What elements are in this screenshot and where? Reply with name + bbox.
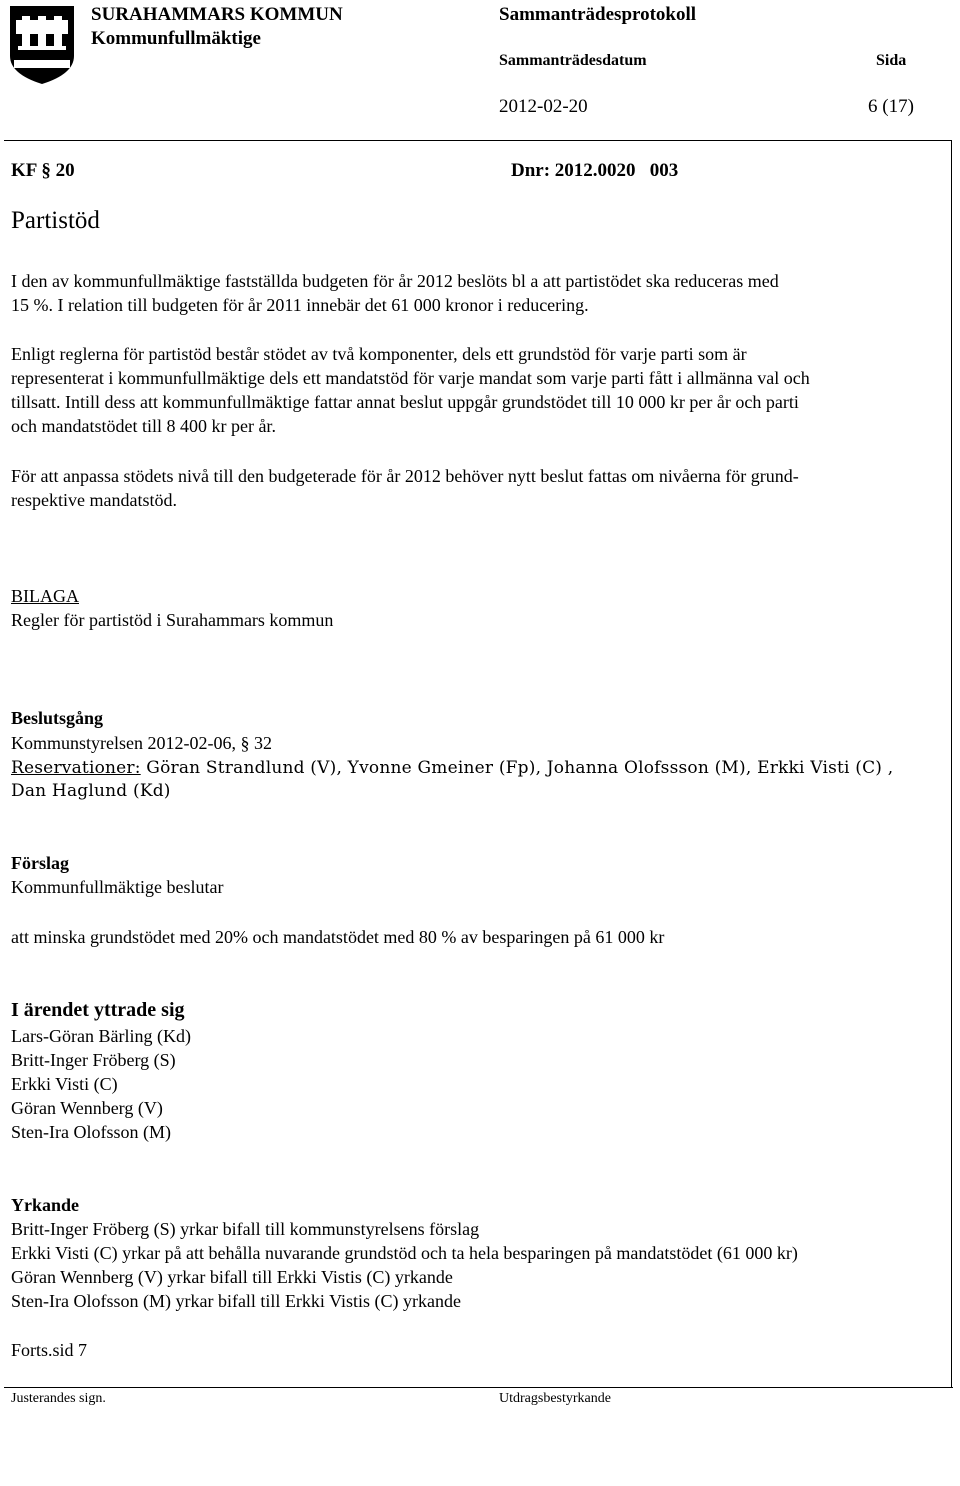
decision-process-heading: Beslutsgång xyxy=(11,708,104,728)
speakers-heading: I ärendet yttrade sig xyxy=(11,999,185,1021)
meeting-date-label: Sammanträdesdatum xyxy=(499,52,647,69)
page-label: Sida xyxy=(876,52,907,69)
speaker-name: Erkki Visti (C) xyxy=(11,1074,118,1094)
paragraph-line: respektive mandatstöd. xyxy=(11,490,177,510)
paragraph-line: representerat i kommunfullmäktige dels ett mandatstöd för varje mandat som varje parti fått i allmänna val och xyxy=(11,368,810,388)
reservations-names: Göran Strandlund (V), Yvonne Gmeiner (Fp), Johanna Olofssson (M), Erkki Visti (C) , xyxy=(140,758,894,778)
motion-line: Erkki Visti (C) yrkar på att behålla nuvarande grundstöd och ta hela besparingen på mandatstödet (61 000 kr) xyxy=(11,1243,798,1263)
proposal-decision: att minska grundstödet med 20% och mandatstödet med 80 % av besparingen på 61 000 kr xyxy=(11,927,665,947)
case-title: Partistöd xyxy=(11,207,100,234)
case-number: KF § 20 xyxy=(11,160,75,181)
decision-process-line: Kommunstyrelsen 2012-02-06, § 32 xyxy=(11,733,272,753)
proposal-line: Kommunfullmäktige beslutar xyxy=(11,877,224,897)
footer-divider xyxy=(4,1387,953,1388)
organization-name: SURAHAMMARS KOMMUN xyxy=(91,4,343,25)
paragraph-line: I den av kommunfullmäktige fastställda budgeten för år 2012 beslöts bl a att partistödet ska reduceras med xyxy=(11,271,779,291)
coat-of-arms-logo xyxy=(8,4,76,86)
motion-line: Göran Wennberg (V) yrkar bifall till Erkki Vistis (C) yrkande xyxy=(11,1267,453,1287)
motions-list xyxy=(11,1217,946,1313)
governing-body: Kommunfullmäktige xyxy=(91,28,261,49)
reservations-line xyxy=(11,755,893,780)
paragraph-line: För att anpassa stödets nivå till den budgeterade för år 2012 behöver nytt beslut fattas om nivåerna för grund- xyxy=(11,466,799,486)
footer-adjuster-signature: Justerandes sign. xyxy=(11,1391,106,1406)
page-number: 6 (17) xyxy=(868,96,914,117)
registration-number: Dnr: 2012.0020 003 xyxy=(511,160,679,181)
continued-note: Forts.sid 7 xyxy=(11,1340,88,1360)
motions-heading: Yrkande xyxy=(11,1195,80,1215)
speaker-name: Sten-Ira Olofsson (M) xyxy=(11,1122,171,1142)
reservations-label: Reservationer: xyxy=(11,758,141,778)
paragraph-line: tillsatt. Intill dess att kommunfullmäktige fattar annat beslut uppgår grundstödet till 10 000 kr per år och parti xyxy=(11,392,799,412)
paragraph-rules xyxy=(11,342,946,438)
paragraph-budget xyxy=(11,269,946,317)
proposal-heading: Förslag xyxy=(11,853,69,873)
speaker-name: Göran Wennberg (V) xyxy=(11,1098,163,1118)
attachment-title: Regler för partistöd i Surahammars kommun xyxy=(11,610,334,630)
speaker-name: Britt-Inger Fröberg (S) xyxy=(11,1050,176,1070)
attachment-link[interactable]: BILAGA xyxy=(11,586,79,606)
motion-line: Sten-Ira Olofsson (M) yrkar bifall till Erkki Vistis (C) yrkande xyxy=(11,1291,461,1311)
meeting-date: 2012-02-20 xyxy=(499,96,588,117)
motion-line: Britt-Inger Fröberg (S) yrkar bifall till kommunstyrelsens förslag xyxy=(11,1219,480,1239)
paragraph-line: Enligt reglerna för partistöd består stödet av två komponenter, dels ett grundstöd för varje parti som är xyxy=(11,344,747,364)
footer-extract-certification: Utdragsbestyrkande xyxy=(499,1391,611,1406)
speakers-list xyxy=(11,1024,946,1144)
document-type: Sammanträdesprotokoll xyxy=(499,4,697,25)
speaker-name: Lars-Göran Bärling (Kd) xyxy=(11,1026,191,1046)
paragraph-adjustment xyxy=(11,464,946,512)
paragraph-line: 15 %. I relation till budgeten för år 2011 innebär det 61 000 kronor i reducering. xyxy=(11,295,589,315)
reservations-line-2: Dan Haglund (Kd) xyxy=(11,781,171,801)
paragraph-line: och mandatstödet till 8 400 kr per år. xyxy=(11,416,276,436)
